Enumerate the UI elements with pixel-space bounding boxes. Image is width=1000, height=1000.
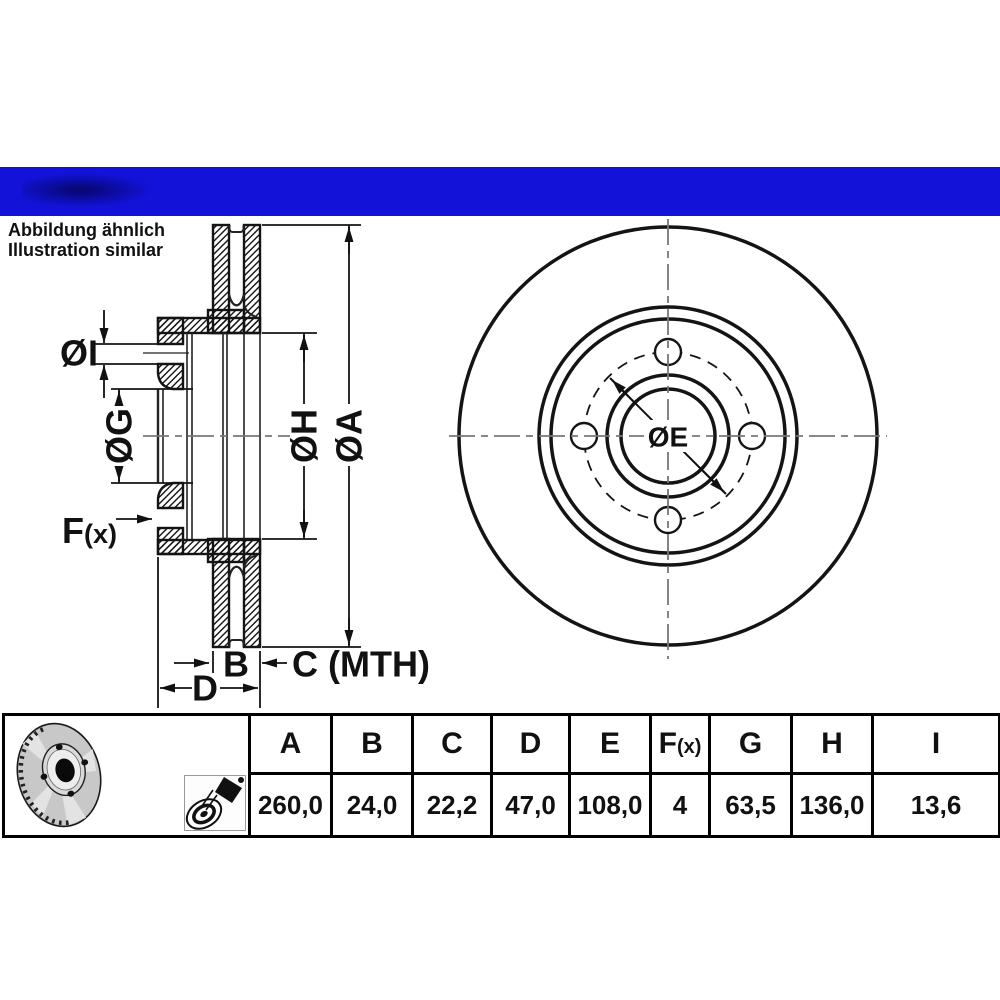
value-i: 13,6 (873, 774, 1000, 837)
label-diameter-a: ØA (328, 409, 370, 463)
label-d: D (192, 667, 218, 709)
value-f: 4 (651, 774, 710, 837)
col-header-i: I (873, 715, 1000, 774)
caliper-measure-icon (185, 776, 245, 830)
col-header-d: D (492, 715, 570, 774)
label-b: B (223, 643, 249, 685)
value-h: 136,0 (792, 774, 873, 837)
part-number: 24.0124-0120.1 (252, 0, 547, 49)
note-line-de: Abbildung ähnlich (8, 220, 165, 240)
value-c: 22,2 (413, 774, 492, 837)
label-diameter-e: ØE (647, 421, 689, 453)
col-header-g: G (710, 715, 792, 774)
col-header-f (651, 715, 710, 774)
label-f-x (62, 510, 117, 551)
col-header-a: A (250, 715, 332, 774)
col-header-f-sub: (x) (676, 736, 702, 758)
label-f: F (62, 510, 84, 551)
value-b: 24,0 (332, 774, 413, 837)
vent-channel-top (229, 294, 244, 305)
col-header-h: H (792, 715, 873, 774)
col-header-e: E (570, 715, 651, 774)
disc-image-cell (4, 715, 250, 837)
spec-header-row (4, 715, 1000, 774)
value-g: 63,5 (710, 774, 792, 837)
col-header-c: C (413, 715, 492, 774)
col-header-f-main: F (658, 727, 677, 760)
col-header-b: B (332, 715, 413, 774)
label-diameter-h: ØH (283, 409, 325, 463)
label-diameter-g: ØG (98, 407, 140, 465)
value-a: 260,0 (250, 774, 332, 837)
measuring-icon-box (184, 775, 246, 831)
label-c-mth: C (MTH) (292, 643, 430, 685)
label-diameter-i: ØI (59, 332, 99, 374)
value-d: 47,0 (492, 774, 570, 837)
vent-channel-bottom (229, 567, 244, 578)
catalog-number: 424120 (622, 0, 763, 49)
front-view (449, 219, 887, 659)
cross-section-view (60, 225, 430, 709)
value-e: 108,0 (570, 774, 651, 837)
label-f-sub: (x) (84, 519, 117, 549)
spec-table (2, 713, 1000, 838)
note-line-en: Illustration similar (8, 240, 164, 260)
brake-disc-photo (12, 718, 114, 833)
vent-notch-top (230, 225, 244, 232)
